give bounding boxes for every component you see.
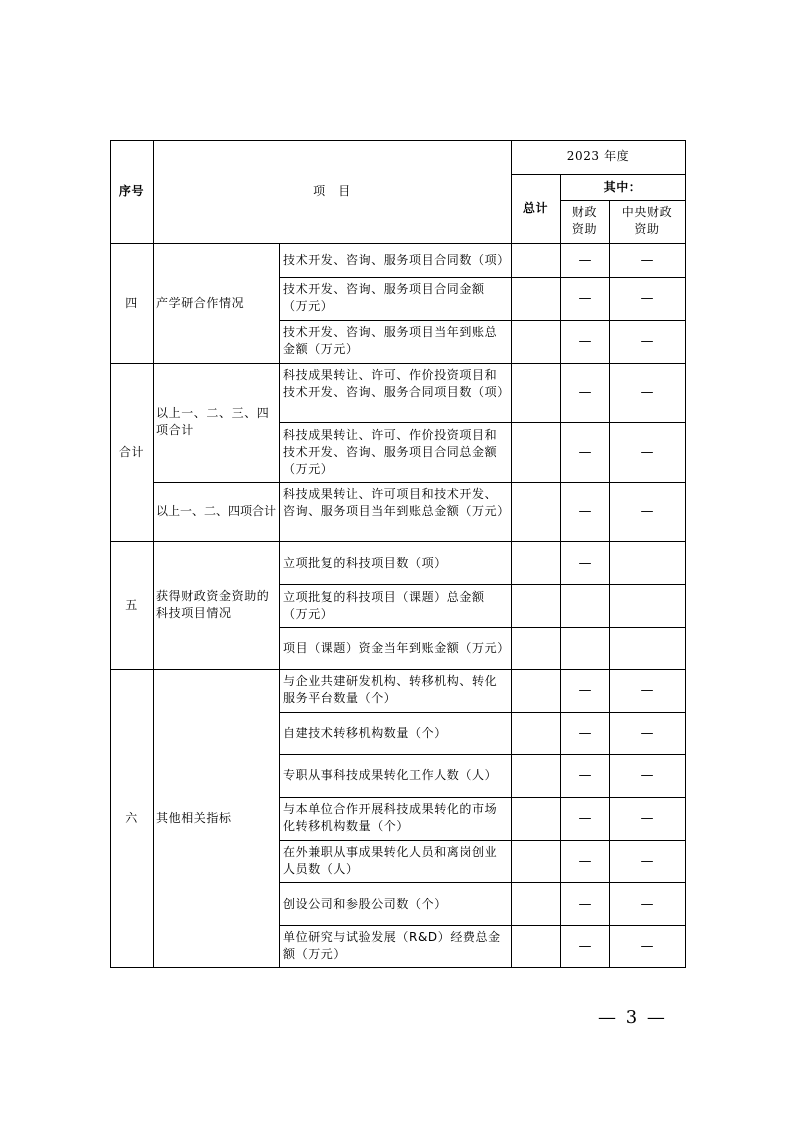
row-label: 技术开发、咨询、服务项目合同金额（万元） — [283, 282, 485, 313]
header-item: 项 目 — [313, 184, 351, 198]
header-year: 2023 年度 — [566, 149, 630, 163]
fiscal-dash: — — [578, 939, 592, 954]
fiscal-dash: — — [578, 768, 592, 783]
header-of-which: 其中： — [603, 180, 642, 194]
row-label: 科技成果转让、许可项目和技术开发、咨询、服务项目当年到账总金额（万元） — [283, 487, 510, 518]
fiscal-dash: — — [578, 385, 592, 400]
fiscal-dash: — — [578, 683, 592, 698]
row-label: 项目（课题）资金当年到账金额（万元） — [283, 641, 510, 655]
section-category: 产学研合作情况 — [156, 296, 245, 310]
fiscal-dash: — — [578, 556, 592, 571]
fiscal-dash: — — [578, 334, 592, 349]
section-category: 其他相关指标 — [156, 811, 232, 825]
central-fiscal-dash: — — [640, 504, 654, 519]
subgroup-category: 以上一、二、四项合计 — [156, 504, 277, 518]
section-category: 获得财政资金资助的科技项目情况 — [156, 589, 270, 620]
row-label: 技术开发、咨询、服务项目当年到账总金额（万元） — [283, 325, 498, 356]
central-fiscal-dash: — — [640, 683, 654, 698]
row-label: 单位研究与试验发展（R&D）经费总金额（万元） — [283, 930, 501, 961]
fiscal-dash: — — [578, 897, 592, 912]
section-seq: 四 — [125, 296, 138, 310]
row-label: 与企业共建研发机构、转移机构、转化服务平台数量（个） — [283, 674, 498, 705]
central-fiscal-dash: — — [640, 854, 654, 869]
row-label: 自建技术转移机构数量（个） — [283, 726, 447, 740]
header-seq: 序号 — [118, 184, 145, 198]
section-seq: 六 — [125, 811, 138, 825]
fiscal-dash: — — [578, 726, 592, 741]
row-label: 专职从事科技成果转化工作人数（人） — [283, 768, 498, 782]
central-fiscal-dash: — — [640, 291, 654, 306]
central-fiscal-dash: — — [640, 897, 654, 912]
row-label: 与本单位合作开展科技成果转化的市场化转移机构数量（个） — [283, 802, 498, 833]
header-total: 总计 — [522, 201, 549, 215]
central-fiscal-dash: — — [640, 253, 654, 268]
row-label: 技术开发、咨询、服务项目合同数（项） — [283, 253, 510, 267]
subgroup-category: 以上一、二、三、四项合计 — [156, 406, 270, 437]
central-fiscal-dash: — — [640, 385, 654, 400]
fiscal-dash: — — [578, 854, 592, 869]
central-fiscal-dash: — — [640, 726, 654, 741]
fiscal-dash: — — [578, 253, 592, 268]
fiscal-dash: — — [578, 445, 592, 460]
header-fiscal: 财政资助 — [571, 205, 598, 236]
fiscal-dash: — — [578, 811, 592, 826]
section-seq: 五 — [125, 598, 138, 612]
row-label: 科技成果转让、许可、作价投资项目和技术开发、咨询、服务项目合同总金额（万元） — [283, 428, 498, 476]
page-number: — 3 — — [598, 1007, 667, 1028]
central-fiscal-dash: — — [640, 939, 654, 954]
central-fiscal-dash: — — [640, 334, 654, 349]
central-fiscal-dash: — — [640, 768, 654, 783]
row-label: 立项批复的科技项目数（项） — [283, 556, 447, 570]
row-label: 在外兼职从事成果转化人员和离岗创业人员数（人） — [283, 845, 498, 876]
row-label: 创设公司和参股公司数（个） — [283, 897, 447, 911]
central-fiscal-dash: — — [640, 445, 654, 460]
section-seq: 合计 — [118, 445, 145, 459]
row-label: 立项批复的科技项目（课题）总金额（万元） — [283, 590, 485, 621]
central-fiscal-dash: — — [640, 811, 654, 826]
row-label: 科技成果转让、许可、作价投资项目和技术开发、咨询、服务合同项目数（项） — [283, 368, 510, 399]
fiscal-dash: — — [578, 291, 592, 306]
header-central-fiscal: 中央财政资助 — [621, 205, 673, 236]
fiscal-dash: — — [578, 504, 592, 519]
